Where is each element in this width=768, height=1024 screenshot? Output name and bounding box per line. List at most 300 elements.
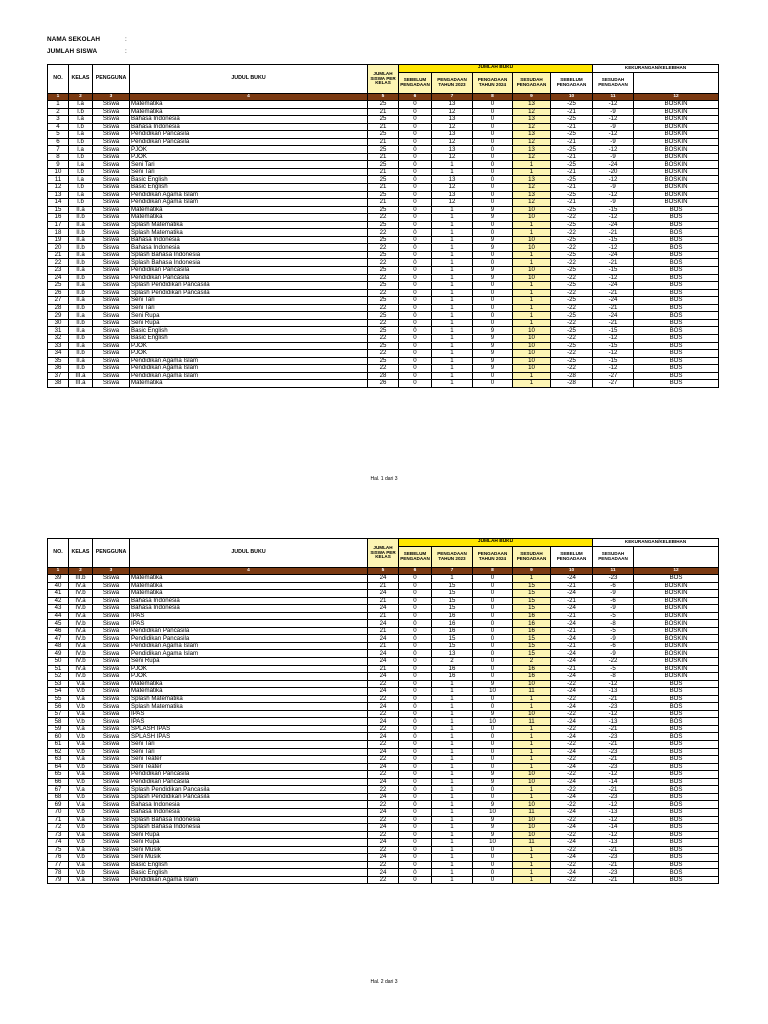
table-row — [48, 748, 719, 756]
cell-sumber-dana: BOS — [634, 695, 719, 703]
cell-sesudah-pengadaan: 1 — [513, 786, 551, 794]
book-table-page-1 — [47, 64, 719, 388]
cell-pengadaan-2023: 1 — [432, 236, 473, 244]
cell-pengadaan-2024: 0 — [473, 282, 513, 290]
cell-judul-buku: Bahasa Indonesia — [130, 605, 368, 613]
cell-no: 8 — [48, 153, 69, 161]
cell-kelas: V.a — [69, 725, 93, 733]
table-row — [48, 199, 719, 207]
cell-sumber-dana: BOS — [634, 778, 719, 786]
cell-kk-sesudah: -12 — [593, 334, 634, 342]
cell-pengadaan-2023: 1 — [432, 695, 473, 703]
cell-sumber-dana: BOS — [634, 718, 719, 726]
cell-sumber-dana: BOS — [634, 861, 719, 869]
cell-kk-sebelum: -22 — [551, 725, 593, 733]
cell-pengadaan-2023: 13 — [432, 650, 473, 658]
table-row — [48, 612, 719, 620]
cell-sebelum-pengadaan: 0 — [399, 695, 432, 703]
cell-pengadaan-2024: 9 — [473, 244, 513, 252]
cell-sumber-dana: BOS — [634, 236, 719, 244]
cell-kk-sebelum: -22 — [551, 831, 593, 839]
cell-pengadaan-2023: 1 — [432, 161, 473, 169]
cell-kk-sebelum: -22 — [551, 334, 593, 342]
cell-no: 28 — [48, 304, 69, 312]
cell-pengguna: Siswa — [93, 319, 130, 327]
cell-sumber-dana: BOS — [634, 816, 719, 824]
cell-sesudah-pengadaan: 10 — [513, 342, 551, 350]
cell-judul-buku: Matematika — [130, 575, 368, 583]
cell-kelas: V.b — [69, 733, 93, 741]
table-row — [48, 380, 719, 388]
cell-kk-sesudah: -9 — [593, 153, 634, 161]
cell-jumlah-siswa: 25 — [368, 251, 399, 259]
cell-sumber-dana: BOSKIN — [634, 597, 719, 605]
cell-pengadaan-2024: 9 — [473, 365, 513, 373]
cell-pengadaan-2024: 0 — [473, 741, 513, 749]
cell-sebelum-pengadaan: 0 — [399, 206, 432, 214]
cell-pengguna: Siswa — [93, 627, 130, 635]
cell-sebelum-pengadaan: 0 — [399, 116, 432, 124]
cell-jumlah-siswa: 24 — [368, 605, 399, 613]
cell-judul-buku: Bahasa Indonesia — [130, 116, 368, 124]
cell-sumber-dana: BOSKIN — [634, 620, 719, 628]
cell-judul-buku: Seni Rupa — [130, 319, 368, 327]
cell-kk-sebelum: -25 — [551, 161, 593, 169]
cell-jumlah-siswa: 22 — [368, 695, 399, 703]
cell-jumlah-siswa: 22 — [368, 725, 399, 733]
cell-kk-sebelum: -22 — [551, 274, 593, 282]
cell-no: 5 — [48, 131, 69, 139]
cell-no: 58 — [48, 718, 69, 726]
table-row — [48, 861, 719, 869]
cell-judul-buku: Matematika — [130, 214, 368, 222]
cell-kk-sesudah: -21 — [593, 846, 634, 854]
cell-judul-buku: Matematika — [130, 582, 368, 590]
cell-kk-sesudah: -8 — [593, 673, 634, 681]
cell-sumber-dana: BOS — [634, 380, 719, 388]
cell-sumber-dana: BOS — [634, 282, 719, 290]
cell-sesudah-pengadaan: 11 — [513, 808, 551, 816]
cell-sebelum-pengadaan: 0 — [399, 642, 432, 650]
cell-pengadaan-2023: 1 — [432, 297, 473, 305]
cell-sumber-dana: BOS — [634, 786, 719, 794]
cell-pengadaan-2023: 1 — [432, 703, 473, 711]
table-body — [48, 101, 719, 388]
cell-judul-buku: Splash Pendidikan Pancasila — [130, 282, 368, 290]
cell-no: 55 — [48, 695, 69, 703]
cell-sebelum-pengadaan: 0 — [399, 612, 432, 620]
cell-judul-buku: Seni Rupa — [130, 312, 368, 320]
cell-sesudah-pengadaan: 11 — [513, 688, 551, 696]
cell-pengadaan-2024: 0 — [473, 304, 513, 312]
col-number: 11 — [593, 94, 634, 101]
cell-sesudah-pengadaan: 16 — [513, 620, 551, 628]
cell-pengadaan-2024: 0 — [473, 575, 513, 583]
cell-pengadaan-2024: 9 — [473, 334, 513, 342]
table-row — [48, 116, 719, 124]
cell-jumlah-siswa: 21 — [368, 184, 399, 192]
header-kk-sebelum: SEBELUM PENGADAAN — [551, 73, 593, 94]
cell-judul-buku: Pendidikan Pancasila — [130, 771, 368, 779]
cell-pengguna: Siswa — [93, 808, 130, 816]
cell-sebelum-pengadaan: 0 — [399, 146, 432, 154]
cell-kelas: IV.a — [69, 582, 93, 590]
cell-jumlah-siswa: 22 — [368, 831, 399, 839]
cell-sumber-dana: BOS — [634, 846, 719, 854]
cell-sumber-dana: BOS — [634, 372, 719, 380]
cell-pengadaan-2024: 0 — [473, 612, 513, 620]
cell-kk-sebelum: -25 — [551, 357, 593, 365]
cell-kelas: III.b — [69, 575, 93, 583]
cell-pengadaan-2024: 0 — [473, 642, 513, 650]
cell-no: 64 — [48, 763, 69, 771]
cell-sumber-dana: BOS — [634, 312, 719, 320]
cell-kk-sebelum: -25 — [551, 342, 593, 350]
cell-pengadaan-2023: 1 — [432, 168, 473, 176]
cell-judul-buku: Pendidikan Pancasila — [130, 267, 368, 275]
cell-sebelum-pengadaan: 0 — [399, 168, 432, 176]
cell-pengadaan-2024: 9 — [473, 236, 513, 244]
cell-sesudah-pengadaan: 11 — [513, 718, 551, 726]
cell-kk-sebelum: -24 — [551, 635, 593, 643]
cell-sesudah-pengadaan: 1 — [513, 161, 551, 169]
table-row — [48, 854, 719, 862]
cell-jumlah-siswa: 24 — [368, 748, 399, 756]
cell-pengadaan-2023: 13 — [432, 101, 473, 109]
cell-kelas: IV.a — [69, 612, 93, 620]
cell-kk-sebelum: -24 — [551, 575, 593, 583]
cell-pengadaan-2024: 0 — [473, 650, 513, 658]
header-pengadaan-2023: PENGADAAN TAHUN 2023 — [432, 547, 473, 568]
cell-pengadaan-2023: 12 — [432, 199, 473, 207]
table-row — [48, 642, 719, 650]
cell-kk-sebelum: -21 — [551, 153, 593, 161]
cell-sumber-dana: BOS — [634, 839, 719, 847]
cell-pengadaan-2024: 9 — [473, 274, 513, 282]
cell-sesudah-pengadaan: 16 — [513, 627, 551, 635]
cell-pengguna: Siswa — [93, 575, 130, 583]
cell-sesudah-pengadaan: 1 — [513, 748, 551, 756]
cell-jumlah-siswa: 22 — [368, 365, 399, 373]
cell-kk-sesudah: -21 — [593, 756, 634, 764]
cell-kk-sebelum: -21 — [551, 184, 593, 192]
cell-sesudah-pengadaan: 10 — [513, 824, 551, 832]
cell-judul-buku: Matematika — [130, 590, 368, 598]
cell-sebelum-pengadaan: 0 — [399, 267, 432, 275]
table-row — [48, 251, 719, 259]
cell-kk-sebelum: -21 — [551, 582, 593, 590]
cell-sesudah-pengadaan: 13 — [513, 191, 551, 199]
cell-pengguna: Siswa — [93, 876, 130, 884]
cell-judul-buku: Bahasa Indonesia — [130, 597, 368, 605]
cell-sebelum-pengadaan: 0 — [399, 778, 432, 786]
cell-jumlah-siswa: 25 — [368, 267, 399, 275]
cell-pengadaan-2024: 9 — [473, 680, 513, 688]
cell-sumber-dana: BOSKIN — [634, 191, 719, 199]
cell-kk-sebelum: -22 — [551, 816, 593, 824]
cell-judul-buku: IPAS — [130, 620, 368, 628]
cell-pengguna: Siswa — [93, 244, 130, 252]
table-row — [48, 146, 719, 154]
cell-jumlah-siswa: 22 — [368, 801, 399, 809]
col-number: 5 — [368, 568, 399, 575]
cell-kk-sesudah: -9 — [593, 108, 634, 116]
table-row — [48, 627, 719, 635]
cell-sesudah-pengadaan: 15 — [513, 642, 551, 650]
cell-kk-sebelum: -21 — [551, 138, 593, 146]
cell-judul-buku: Splash Bahasa Indonesia — [130, 816, 368, 824]
cell-kk-sebelum: -22 — [551, 710, 593, 718]
cell-kk-sebelum: -22 — [551, 289, 593, 297]
cell-sumber-dana: BOSKIN — [634, 168, 719, 176]
cell-sebelum-pengadaan: 0 — [399, 741, 432, 749]
cell-sebelum-pengadaan: 0 — [399, 101, 432, 109]
cell-no: 71 — [48, 816, 69, 824]
cell-kelas: I.a — [69, 161, 93, 169]
cell-pengadaan-2023: 1 — [432, 869, 473, 877]
cell-no: 77 — [48, 861, 69, 869]
cell-pengadaan-2024: 0 — [473, 665, 513, 673]
cell-no: 24 — [48, 274, 69, 282]
cell-sumber-dana: BOS — [634, 741, 719, 749]
header-jumlah-siswa: JUMLAH SISWA PER KELAS — [368, 65, 399, 94]
cell-judul-buku: Seni Teater — [130, 763, 368, 771]
cell-judul-buku: Matematika — [130, 680, 368, 688]
cell-pengadaan-2024: 0 — [473, 168, 513, 176]
cell-pengguna: Siswa — [93, 334, 130, 342]
cell-no: 10 — [48, 168, 69, 176]
cell-sebelum-pengadaan: 0 — [399, 334, 432, 342]
cell-kelas: III.a — [69, 380, 93, 388]
cell-pengadaan-2024: 0 — [473, 161, 513, 169]
cell-jumlah-siswa: 24 — [368, 718, 399, 726]
cell-kelas: I.a — [69, 176, 93, 184]
table-row — [48, 289, 719, 297]
cell-no: 3 — [48, 116, 69, 124]
cell-sesudah-pengadaan: 13 — [513, 131, 551, 139]
cell-pengadaan-2023: 1 — [432, 575, 473, 583]
cell-pengguna: Siswa — [93, 191, 130, 199]
cell-pengguna: Siswa — [93, 605, 130, 613]
cell-kk-sesudah: -12 — [593, 350, 634, 358]
cell-kk-sebelum: -25 — [551, 297, 593, 305]
cell-no: 47 — [48, 635, 69, 643]
cell-sesudah-pengadaan: 10 — [513, 206, 551, 214]
cell-no: 42 — [48, 597, 69, 605]
cell-pengadaan-2024: 0 — [473, 605, 513, 613]
cell-pengadaan-2024: 0 — [473, 793, 513, 801]
cell-sesudah-pengadaan: 1 — [513, 854, 551, 862]
header-no: NO. — [48, 539, 69, 568]
cell-kk-sesudah: -9 — [593, 199, 634, 207]
cell-sesudah-pengadaan: 1 — [513, 297, 551, 305]
cell-kk-sesudah: -13 — [593, 839, 634, 847]
cell-pengadaan-2024: 9 — [473, 816, 513, 824]
cell-sebelum-pengadaan: 0 — [399, 161, 432, 169]
table-header — [48, 539, 719, 575]
cell-no: 76 — [48, 854, 69, 862]
cell-sesudah-pengadaan: 1 — [513, 733, 551, 741]
cell-judul-buku: Basic English — [130, 334, 368, 342]
cell-sumber-dana: BOS — [634, 831, 719, 839]
cell-jumlah-siswa: 25 — [368, 101, 399, 109]
cell-no: 48 — [48, 642, 69, 650]
cell-sebelum-pengadaan: 0 — [399, 380, 432, 388]
cell-jumlah-siswa: 22 — [368, 229, 399, 237]
cell-jumlah-siswa: 22 — [368, 741, 399, 749]
cell-judul-buku: PJOK — [130, 342, 368, 350]
cell-kelas: IV.b — [69, 673, 93, 681]
cell-pengguna: Siswa — [93, 176, 130, 184]
cell-sebelum-pengadaan: 0 — [399, 627, 432, 635]
table-row — [48, 756, 719, 764]
cell-kelas: I.b — [69, 138, 93, 146]
cell-sesudah-pengadaan: 12 — [513, 123, 551, 131]
cell-judul-buku: Pendidikan Pancasila — [130, 778, 368, 786]
cell-pengguna: Siswa — [93, 161, 130, 169]
cell-kelas: V.a — [69, 861, 93, 869]
cell-kelas: II.b — [69, 350, 93, 358]
cell-kelas: II.a — [69, 357, 93, 365]
cell-jumlah-siswa: 21 — [368, 138, 399, 146]
cell-pengadaan-2024: 0 — [473, 763, 513, 771]
cell-judul-buku: PJOK — [130, 673, 368, 681]
cell-sebelum-pengadaan: 0 — [399, 304, 432, 312]
cell-pengadaan-2024: 0 — [473, 153, 513, 161]
cell-pengguna: Siswa — [93, 138, 130, 146]
cell-kk-sebelum: -22 — [551, 876, 593, 884]
cell-kk-sesudah: -9 — [593, 635, 634, 643]
cell-pengguna: Siswa — [93, 123, 130, 131]
cell-no: 46 — [48, 627, 69, 635]
cell-sesudah-pengadaan: 1 — [513, 575, 551, 583]
cell-pengguna: Siswa — [93, 372, 130, 380]
cell-pengguna: Siswa — [93, 861, 130, 869]
table-row — [48, 620, 719, 628]
cell-pengadaan-2023: 1 — [432, 861, 473, 869]
cell-judul-buku: SPLASH IPAS — [130, 733, 368, 741]
cell-sumber-dana: BOSKIN — [634, 108, 719, 116]
cell-kelas: II.b — [69, 214, 93, 222]
cell-pengguna: Siswa — [93, 350, 130, 358]
cell-jumlah-siswa: 25 — [368, 297, 399, 305]
cell-kelas: IV.b — [69, 590, 93, 598]
cell-pengguna: Siswa — [93, 741, 130, 749]
col-number: 7 — [432, 94, 473, 101]
cell-judul-buku: Bahasa Indonesia — [130, 244, 368, 252]
cell-kk-sebelum: -25 — [551, 282, 593, 290]
cell-judul-buku: Seni Teater — [130, 756, 368, 764]
page-footer-1: Hal. 1 dari 3 — [370, 476, 398, 482]
cell-jumlah-siswa: 25 — [368, 357, 399, 365]
cell-kelas: II.b — [69, 289, 93, 297]
cell-jumlah-siswa: 22 — [368, 319, 399, 327]
header-jumlah-siswa: JUMLAH SISWA PER KELAS — [368, 539, 399, 568]
cell-pengadaan-2024: 0 — [473, 289, 513, 297]
header-kekurangan: KEKURANGAN/KELEBIHAN — [593, 539, 719, 547]
cell-kk-sebelum: -22 — [551, 680, 593, 688]
cell-sesudah-pengadaan: 10 — [513, 771, 551, 779]
cell-kelas: IV.b — [69, 650, 93, 658]
cell-pengguna: Siswa — [93, 312, 130, 320]
cell-sumber-dana: BOS — [634, 876, 719, 884]
cell-sesudah-pengadaan: 10 — [513, 244, 551, 252]
cell-sesudah-pengadaan: 15 — [513, 650, 551, 658]
cell-judul-buku: Seni Musik — [130, 854, 368, 862]
cell-pengguna: Siswa — [93, 831, 130, 839]
cell-sebelum-pengadaan: 0 — [399, 658, 432, 666]
header-pengadaan-2023: PENGADAAN TAHUN 2023 — [432, 73, 473, 94]
cell-kk-sesudah: -8 — [593, 620, 634, 628]
cell-jumlah-siswa: 24 — [368, 703, 399, 711]
cell-pengadaan-2023: 1 — [432, 259, 473, 267]
cell-sumber-dana: BOSKIN — [634, 612, 719, 620]
table-row — [48, 718, 719, 726]
cell-kelas: II.b — [69, 365, 93, 373]
cell-kk-sesudah: -9 — [593, 650, 634, 658]
cell-kelas: V.a — [69, 710, 93, 718]
cell-pengadaan-2024: 0 — [473, 597, 513, 605]
cell-pengadaan-2023: 2 — [432, 658, 473, 666]
col-number: 5 — [368, 94, 399, 101]
cell-kk-sesudah: -23 — [593, 703, 634, 711]
cell-kelas: II.a — [69, 327, 93, 335]
cell-sumber-dana: BOSKIN — [634, 650, 719, 658]
cell-pengadaan-2023: 16 — [432, 665, 473, 673]
cell-sesudah-pengadaan: 16 — [513, 673, 551, 681]
cell-no: 54 — [48, 688, 69, 696]
cell-pengadaan-2024: 0 — [473, 297, 513, 305]
cell-sesudah-pengadaan: 1 — [513, 793, 551, 801]
cell-pengadaan-2023: 1 — [432, 801, 473, 809]
cell-pengadaan-2023: 1 — [432, 357, 473, 365]
cell-jumlah-siswa: 21 — [368, 642, 399, 650]
table-row — [48, 191, 719, 199]
cell-sumber-dana: BOSKIN — [634, 184, 719, 192]
cell-pengadaan-2023: 1 — [432, 846, 473, 854]
cell-pengguna: Siswa — [93, 650, 130, 658]
cell-no: 50 — [48, 658, 69, 666]
cell-jumlah-siswa: 22 — [368, 289, 399, 297]
cell-pengadaan-2023: 1 — [432, 319, 473, 327]
cell-judul-buku: Matematika — [130, 380, 368, 388]
cell-pengguna: Siswa — [93, 236, 130, 244]
cell-kk-sesudah: -21 — [593, 259, 634, 267]
cell-kk-sebelum: -24 — [551, 824, 593, 832]
cell-pengguna: Siswa — [93, 869, 130, 877]
cell-kelas: II.a — [69, 297, 93, 305]
cell-pengadaan-2023: 1 — [432, 741, 473, 749]
cell-no: 49 — [48, 650, 69, 658]
cell-sesudah-pengadaan: 1 — [513, 304, 551, 312]
cell-sumber-dana: BOSKIN — [634, 658, 719, 666]
cell-jumlah-siswa: 24 — [368, 793, 399, 801]
cell-pengadaan-2024: 0 — [473, 131, 513, 139]
cell-sesudah-pengadaan: 1 — [513, 703, 551, 711]
cell-no: 45 — [48, 620, 69, 628]
cell-no: 31 — [48, 327, 69, 335]
cell-kk-sesudah: -12 — [593, 680, 634, 688]
cell-jumlah-siswa: 21 — [368, 582, 399, 590]
cell-sebelum-pengadaan: 0 — [399, 756, 432, 764]
cell-pengadaan-2024: 0 — [473, 620, 513, 628]
cell-pengadaan-2024: 0 — [473, 259, 513, 267]
table-row — [48, 786, 719, 794]
cell-kk-sebelum: -22 — [551, 756, 593, 764]
cell-sumber-dana: BOS — [634, 229, 719, 237]
cell-sumber-dana: BOS — [634, 824, 719, 832]
cell-pengadaan-2023: 1 — [432, 839, 473, 847]
